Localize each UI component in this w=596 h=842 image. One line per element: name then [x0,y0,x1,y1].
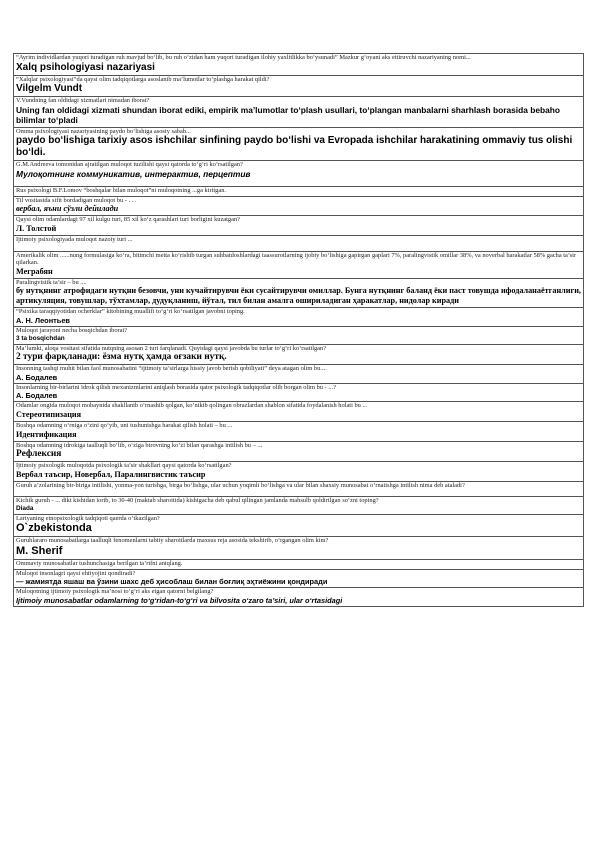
question-text: Guruh a’zolarining bir-biriga intilishi, yonma-yon turishga, birga bo‘lishga, ular uchun yoqimli bo‘lishga va ular bilan shaxsiy munosabat o‘rnatishga intilish nima deb ataladi? [16,481,465,489]
question-text: Boshqa odamning o‘rniga o‘zini qo‘yib, uni tushunishga harakat qilish holati – bu ... [16,421,233,429]
answer-text: А. Бодалев [16,391,58,401]
question-text: Kichik guruh - ... dikt kishidan iorib, to 30-40 (maktab sharoitida) kishigacha deb qabul qilingan jamlanda mahsulb qoldirilgan so‘zni toping? [16,497,379,505]
answer-text: А. Н. Леонтьев [16,315,70,325]
question-text: G.M.Andreeva tomonidan ajratilgan muloqot tuzilishi qaysi qatorda to‘g‘ri ko‘rsatilgan? [16,161,243,169]
question-row [13,345,584,366]
answer-text: Мулоқотнинг коммуникатив, интерактив, перцептив [16,168,251,179]
question-text: Ijtimoiy psixologik muloqotda psixologik ta’sir shakllari qaysi qatorda ko‘rsatilgan? [16,462,232,470]
answer-text: paydo bo‘lishiga tarixiy asos ishchilar sinfining paydo bo‘lishi va Evropada ishchilar harakatining ommaviy tus olishi bo‘ldi. [16,135,573,159]
question-row [13,365,584,384]
question-text: Odamlar ongida muloqot mobaynida shakllanib o‘rnashib qolgan, ko‘nikib qolingan obrazlardan shablon sifatida foydalanish holati bu ... [16,402,368,410]
question-row [13,482,584,498]
question-row [13,515,584,538]
question-text: Qaysi olim odamlardagi 97 xil kulgu turi, 85 xil ko‘z qarashlari turi borligini kuzatgan? [16,216,240,224]
question-row [13,560,584,570]
question-row [13,97,584,127]
blank-space [16,179,581,185]
question-text: Insonning tashqi muhit bilan faol munosabatini “ijtimoiy ta’sirlarga hissiy javob berish qobiliyati” deya atagan olim bu.... [16,365,327,373]
answer-text: Л. Толстой [16,223,57,233]
answer-text: 2 тури фарқланади: ёзма нутқ ҳамда оғзаки нутқ. [16,352,227,363]
answer-text: Ijtimoiy munosabatlar odamlarning to‘g‘ridan-to‘g‘ri va bilvosita o‘zaro ta’siri, ular o‘rtasidagi [16,595,343,605]
answer-text: Вербал таъсир, Новербал, Паралингвистик таъсир [16,469,206,479]
question-text: Paralingvistik ta’sir – bu .... [16,278,87,286]
question-text: Lariyaning etnopsixologik tadqiqoti qaerda o‘tkazilgan? [16,514,160,522]
question-row [13,588,584,607]
question-row [13,308,584,327]
question-row [13,54,584,76]
question-text: Amerikalik olim ......nung formulasiga ko‘ra, bitimchi metta ko‘rishib turgan suhbatdoshlardagi taassurotlarning ijobiy bo‘lishiga gapirgan gaplari 7%, paralingvistik omillar 38%, va noverbal harakatlar 58% gacha ta’sir qilarkan. [16,251,577,267]
question-text: Ijtimoiy psixologiyada muloqot nazoiy turi ... [16,235,133,243]
question-text: “Ayrim individlardan yuqori turadigan ruh mavjud bo‘lib, bu ruh o‘zidan ham yuqori turadigan ilohiy yaxlitlikka bo‘ysunadi” Mazkur g‘oyani aks ettiruvchi nazariyaning nomi... [16,54,471,61]
question-row [13,497,584,515]
blank-space [16,244,581,250]
question-row [13,279,584,309]
question-text: Muloqot insonlagri qaysi ehtiyojini qondiradi? [16,569,136,577]
question-row [13,570,584,589]
answer-text: вербал, яъни сўзли дейилади [16,204,119,214]
question-text: Insonlarning bir-birlarini idrok qilish mexanizmlarini aniqlash borasida qator psixologik tadqiqotlar olib borgan olim bu - ...? [16,383,336,391]
answer-text: M. Sherif [16,545,63,558]
answer-text: Идентификация [16,429,77,439]
question-row [13,236,584,252]
question-text: “Psixika taraqqiyotidan ocherklar” kitobining muallifi to‘g‘ri ko‘rsatilgan javobni toping. [16,308,245,316]
answer-text: O`zbekistonda [16,522,92,535]
question-text: Guruhlararo munosabatlarga taalluqli fenomenlarni tabiiy sharoitlarda maxsus reja asosida tekshirib, o‘rgangan olim kim? [16,537,329,545]
question-row [13,402,584,422]
test-answer-sheet [13,53,584,607]
answer-text: Меграбян [16,266,53,276]
question-row [13,252,584,279]
answer-text: Vilgelm Vundt [16,83,83,95]
answer-text: Uning fan oldidagi xizmati shundan iborat ediki, empirik ma’lumotlar to‘plash usullari, to‘plangan manbalarni sharhlash borasida bebaho bilimlar to‘pladi [16,104,560,126]
question-row [13,462,584,482]
question-row [13,128,584,162]
question-row [13,187,584,197]
question-row [13,161,584,187]
question-text: Omma psixologiyasi nazariyasining paydo bo‘lishiga asosiy sabab... [16,127,191,135]
question-row [13,327,584,345]
question-text: Ommaviy munosabatlar tushunchasiga berilgan ta’rifni aniqlang. [16,560,183,568]
question-row [13,537,584,560]
question-text: Boshqa odamning idrokiga taalluqli bo‘lib, o‘ziga birovning ko‘zi bilan qarashga intilish bu – ... [16,441,263,449]
question-row [13,384,584,403]
question-text: V.Vundning fan oldidagi xizmatlari nimadan iborat? [16,97,150,105]
question-text: Muloqotning ijtimoiy psixologik ma’nosi to‘g‘ri aks etgan qatorni belgilang? [16,588,214,596]
question-text: Til vositasida sifit bordadigan muloqot bu - . . . [16,196,137,204]
question-row [13,76,584,98]
question-row [13,422,584,442]
question-text: Ma’lumki, aloqa vositasi sifatida nutqning asosan 2 turi farqlanadi. Quyidagi qaysi javobda bu turlar to‘g‘ri ko‘rsatilgan? [16,344,327,352]
answer-text: Стереотипизация [16,409,82,419]
question-text: Muloqot jarayoni necha bosqichdan iborat? [16,326,128,334]
question-text: “Xalqlar psixologiyasi”da qaysi olim tadqiqotlarga asoslanib ma’lumotlar to‘plashga harakat qildi? [16,75,270,83]
blank-space [16,489,581,495]
answer-text: 3 ta bosqichdan [16,334,65,342]
answer-text: бу нутқнинг атрофидаги нутқни безовчи, уни кучайтирувчи ёки сусайтирувчи омиллар. Бунга нутқнинг баланд ёки паст товушда ифодаланаётганлиги, артикуляция, товушлар, тўхтамлар, дудуқланиш, йўтал, тил билан амалга ошириладиган ҳаракатлар, нидолар киради [16,286,581,306]
question-row [13,442,584,463]
answer-text: — жамиятда яшаш ва ўзини шахс деб ҳисоблаш билан боғлиқ эҳтиёжини қондиради [16,577,328,587]
answer-text: А. Бодалев [16,372,58,382]
question-row [13,216,584,236]
question-row [13,197,584,217]
answer-text: Рефлексия [16,449,62,460]
question-text: Rus psixologi B.F.Lomov “boshqalar bilan muloqot”ni muloqotning ...ga kiritgan. [16,187,227,195]
answer-text: Diada [16,504,34,512]
answer-text: Xalq psihologiyasi nazariyasi [16,61,155,73]
